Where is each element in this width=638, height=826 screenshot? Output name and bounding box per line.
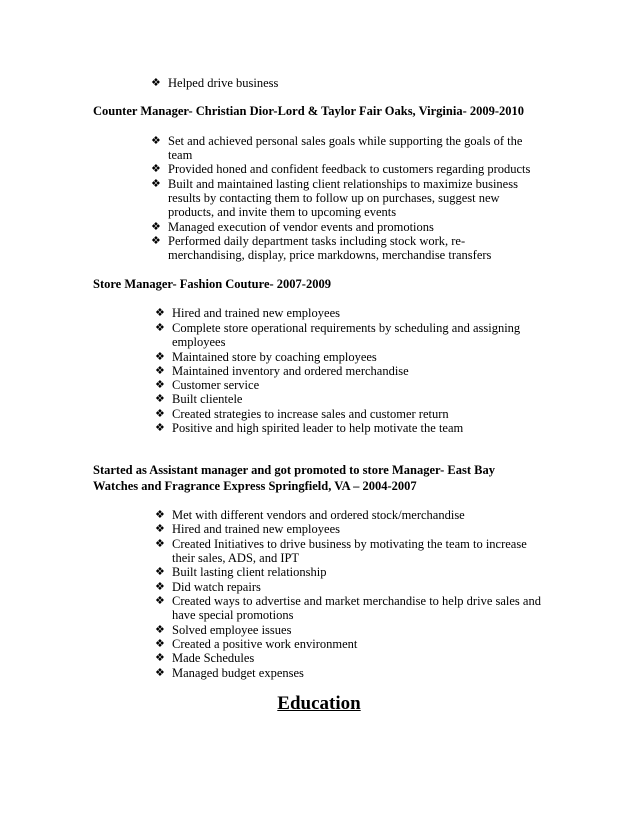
list-item: Managed budget expenses [172,666,304,680]
bullet-icon: ❖ [155,638,165,650]
list-item-cont: employees [172,335,226,349]
bullet-icon: ❖ [155,581,165,593]
bullet-icon: ❖ [155,538,165,550]
bullet-icon: ❖ [155,523,165,535]
bullet-icon: ❖ [155,595,165,607]
bullet-icon: ❖ [155,652,165,664]
list-item: Created Initiatives to drive business by motivating the team to increase [172,537,527,551]
bullet-icon: ❖ [155,509,165,521]
list-item: Managed execution of vendor events and promotions [168,220,434,234]
list-item: Met with different vendors and ordered stock/merchandise [172,508,465,522]
bullet-icon: ❖ [151,221,161,233]
bullet-icon: ❖ [155,379,165,391]
job-heading: Started as Assistant manager and got promoted to store Manager- East Bay [93,463,495,477]
bullet-icon: ❖ [155,393,165,405]
list-item: Made Schedules [172,651,255,665]
bullet-icon: ❖ [155,408,165,420]
education-heading [0,693,638,715]
list-item: Maintained store by coaching employees [172,350,377,364]
list-item: Helped drive business [168,76,279,90]
list-item: Positive and high spirited leader to help motivate the team [172,421,464,435]
bullet-icon: ❖ [151,178,161,190]
list-item: Created ways to advertise and market merchandise to help drive sales and [172,594,541,608]
bullet-icon: ❖ [155,307,165,319]
list-item: Provided honed and confident feedback to customers regarding products [168,162,531,176]
bullet-icon: ❖ [151,77,161,89]
list-item-cont: their sales, ADS, and IPT [172,551,300,565]
list-item-cont: team [168,148,193,162]
list-item: Customer service [172,378,260,392]
list-item: Created strategies to increase sales and customer return [172,407,449,421]
list-item-cont: merchandising, display, price markdowns, merchandise transfers [168,248,492,262]
list-item: Performed daily department tasks including stock work, re- [168,234,466,248]
bullet-icon: ❖ [155,566,165,578]
list-item-cont: products, and invite them to upcoming events [168,205,397,219]
list-item-cont: have special promotions [172,608,294,622]
list-item: Built and maintained lasting client relationships to maximize business [168,177,518,191]
list-item-cont: results by contacting them to follow up on purchases, suggest new [168,191,500,205]
education-heading-text: Education [277,693,361,714]
bullet-icon: ❖ [155,422,165,434]
job-heading-cont: Watches and Fragrance Express Springfield, VA – 2004-2007 [93,479,417,493]
list-item: Solved employee issues [172,623,292,637]
list-item: Hired and trained new employees [172,522,340,536]
list-item: Built clientele [172,392,243,406]
bullet-icon: ❖ [155,365,165,377]
list-item: Created a positive work environment [172,637,358,651]
list-item: Did watch repairs [172,580,261,594]
list-item: Maintained inventory and ordered merchandise [172,364,409,378]
bullet-icon: ❖ [151,163,161,175]
list-item: Hired and trained new employees [172,306,340,320]
bullet-icon: ❖ [155,351,165,363]
bullet-icon: ❖ [151,235,161,247]
bullet-icon: ❖ [151,135,161,147]
job-heading: Counter Manager- Christian Dior-Lord & Taylor Fair Oaks, Virginia- 2009-2010 [93,104,525,118]
job-heading: Store Manager- Fashion Couture- 2007-2009 [93,277,331,291]
list-item: Complete store operational requirements by scheduling and assigning [172,321,521,335]
bullet-icon: ❖ [155,667,165,679]
list-item: Built lasting client relationship [172,565,327,579]
list-item: Set and achieved personal sales goals while supporting the goals of the [168,134,523,148]
bullet-icon: ❖ [155,624,165,636]
bullet-icon: ❖ [155,322,165,334]
